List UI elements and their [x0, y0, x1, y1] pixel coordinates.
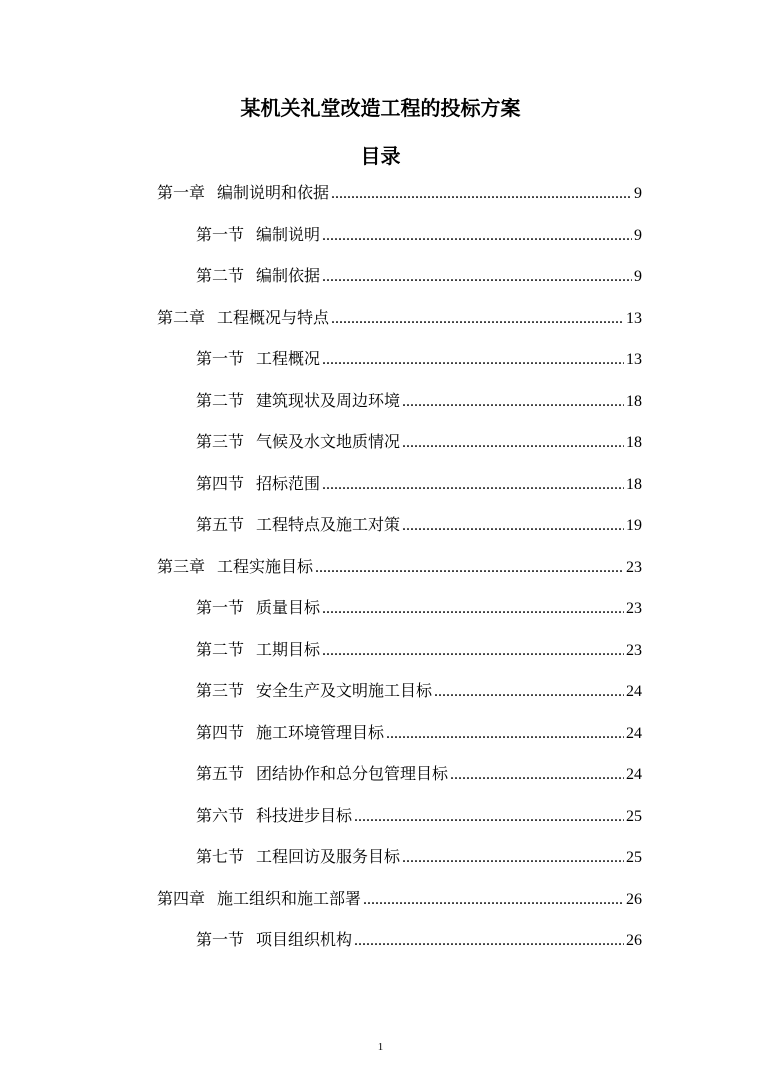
- toc-dot-leader: [402, 422, 624, 464]
- toc-entry-page: 9: [634, 268, 642, 285]
- toc-section-entry[interactable]: [0, 795, 642, 837]
- toc-dot-leader: [322, 256, 632, 298]
- toc-dot-leader: [322, 339, 624, 381]
- toc-entry-page: 23: [626, 558, 642, 576]
- toc-section-entry[interactable]: [0, 214, 642, 256]
- toc-dot-leader: [354, 920, 624, 962]
- toc-entry-page: 25: [626, 807, 642, 825]
- toc-chapter-entry[interactable]: [0, 297, 642, 339]
- toc-section-entry[interactable]: [0, 421, 642, 463]
- toc-entry-title: 施工环境管理目标: [256, 722, 385, 742]
- toc-section-entry[interactable]: [0, 670, 642, 712]
- toc-entry-title: 工程概况与特点: [217, 307, 330, 327]
- toc-dot-leader: [434, 671, 624, 713]
- toc-dot-leader: [322, 630, 624, 672]
- toc-entry-page: 18: [626, 434, 642, 451]
- toc-entry-page: 9: [634, 226, 642, 244]
- toc-dot-leader: [331, 298, 624, 340]
- toc-entry-title: 科技进步目标: [256, 805, 353, 825]
- toc-entry-page: 9: [634, 185, 642, 202]
- toc-section-entry[interactable]: [0, 836, 642, 878]
- page-number: 1: [377, 1041, 384, 1053]
- toc-section-entry[interactable]: [0, 587, 642, 629]
- toc-entry-title: 质量目标: [256, 598, 321, 617]
- toc-entry-page: 26: [626, 932, 642, 949]
- toc-entry-page: 18: [626, 392, 642, 410]
- toc-section-entry[interactable]: [0, 338, 642, 380]
- toc-entry-number: 第一章: [157, 183, 206, 202]
- toc-entry-title: 施工组织和施工部署: [217, 888, 362, 908]
- toc-entry-page: 13: [626, 351, 642, 368]
- toc-entry-page: 13: [626, 309, 642, 327]
- toc-entry-title: 工期目标: [256, 639, 321, 659]
- toc-entry-page: 24: [626, 766, 642, 783]
- toc-entry-number: 第三章: [157, 556, 206, 576]
- toc-entry-number: 第三节: [196, 432, 245, 451]
- toc-section-entry[interactable]: [0, 463, 642, 505]
- toc-entry-title: 项目组织机构: [256, 930, 353, 949]
- toc-section-entry[interactable]: [0, 380, 642, 422]
- toc-entry-number: 第二节: [196, 390, 245, 410]
- toc-section-entry[interactable]: [0, 255, 642, 297]
- toc-entry-title: 工程回访及服务目标: [256, 847, 401, 866]
- toc-entry-number: 第四节: [196, 722, 245, 742]
- toc-entry-page: 24: [626, 683, 642, 700]
- toc-entry-title: 工程概况: [256, 349, 321, 368]
- toc-entry-page: 19: [626, 517, 642, 534]
- toc-dot-leader: [322, 215, 632, 257]
- toc-entry-number: 第五节: [196, 515, 245, 534]
- toc-chapter-entry[interactable]: [0, 172, 642, 214]
- toc-dot-leader: [402, 505, 624, 547]
- toc-section-entry[interactable]: [0, 919, 642, 961]
- toc-entry-title: 编制说明和依据: [217, 183, 330, 202]
- toc-entry-title: 建筑现状及周边环境: [256, 390, 401, 410]
- toc-entry-number: 第七节: [196, 847, 245, 866]
- toc-dot-leader: [363, 879, 624, 921]
- toc-dot-leader: [331, 173, 632, 215]
- toc-section-entry[interactable]: [0, 753, 642, 795]
- toc-entry-page: 25: [626, 849, 642, 866]
- toc-entry-page: 23: [626, 641, 642, 659]
- toc-chapter-entry[interactable]: [0, 878, 642, 920]
- toc-entry-number: 第五节: [196, 764, 245, 783]
- toc-entry-title: 安全生产及文明施工目标: [256, 681, 433, 700]
- toc-entry-number: 第二节: [196, 639, 245, 659]
- toc-dot-leader: [386, 713, 624, 755]
- toc-entry-number: 第二节: [196, 266, 245, 285]
- toc-section-entry[interactable]: [0, 629, 642, 671]
- toc-entry-number: 第三节: [196, 681, 245, 700]
- toc-entry-page: 24: [626, 724, 642, 742]
- toc-entry-number: 第一节: [196, 224, 245, 244]
- toc-entry-number: 第一节: [196, 349, 245, 368]
- toc-dot-leader: [322, 588, 624, 630]
- toc-entry-number: 第四章: [157, 888, 206, 908]
- toc-entry-page: 23: [626, 600, 642, 617]
- table-of-contents: [0, 172, 761, 961]
- toc-dot-leader: [322, 464, 624, 506]
- toc-entry-title: 气候及水文地质情况: [256, 432, 401, 451]
- toc-dot-leader: [402, 837, 624, 879]
- toc-entry-title: 编制依据: [256, 266, 321, 285]
- document-title: 某机关礼堂改造工程的投标方案: [240, 96, 521, 120]
- toc-entry-number: 第六节: [196, 805, 245, 825]
- toc-dot-leader: [402, 381, 624, 423]
- toc-section-entry[interactable]: [0, 712, 642, 754]
- toc-entry-title: 招标范围: [256, 473, 321, 493]
- toc-heading: 目录: [360, 144, 401, 168]
- toc-chapter-entry[interactable]: [0, 546, 642, 588]
- toc-entry-title: 编制说明: [256, 224, 321, 244]
- toc-entry-number: 第四节: [196, 473, 245, 493]
- toc-entry-page: 18: [626, 475, 642, 493]
- toc-dot-leader: [315, 547, 624, 589]
- toc-entry-page: 26: [626, 890, 642, 908]
- toc-entry-number: 第二章: [157, 307, 206, 327]
- toc-entry-title: 团结协作和总分包管理目标: [256, 764, 449, 783]
- toc-dot-leader: [450, 754, 624, 796]
- toc-dot-leader: [354, 796, 624, 838]
- toc-entry-title: 工程特点及施工对策: [256, 515, 401, 534]
- toc-entry-number: 第一节: [196, 598, 245, 617]
- toc-entry-number: 第一节: [196, 930, 245, 949]
- toc-section-entry[interactable]: [0, 504, 642, 546]
- toc-entry-title: 工程实施目标: [217, 556, 314, 576]
